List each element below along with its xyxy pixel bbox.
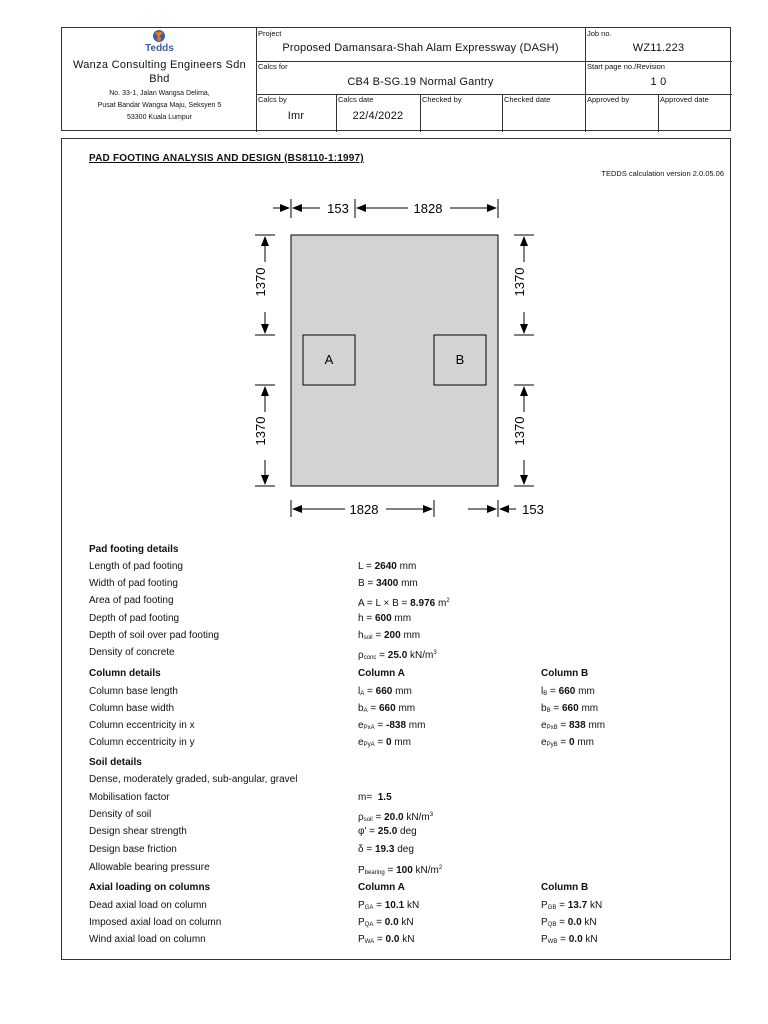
pad-length-row [89,560,709,574]
row-value: $h_{soil} = 200$ mm [358,630,421,641]
row-value-a: $l_A = 660$ mm [358,686,412,697]
row-value-a: $P_{GA} = 10.1$ kN [358,900,420,911]
column-details-heading [89,667,709,681]
soil-description-row [89,773,709,787]
row-value-b: $b_B = 660$ mm [541,703,599,714]
start-page-value: 1 0 [650,76,667,88]
job-no-label: Job no. [587,29,612,38]
start-page-label: Start page no./Revision [587,62,665,71]
shear-strength-row [89,825,709,839]
approved-by-label: Approved by [587,95,630,104]
right-lower-dimension-label: 1370 [512,416,527,446]
row-label: Column base width [89,703,175,714]
row-value: L = 2640 mm [358,561,417,572]
calcs-for-label: Calcs for [258,62,288,71]
row-label: Imposed axial load on column [89,917,222,928]
column-width-row [89,702,709,716]
column-b-heading: Column B [541,882,589,893]
base-friction-row [89,843,709,857]
imposed-load-row [89,916,709,930]
row-value-b: $P_{GB} = 13.7$ kN [541,900,603,911]
wind-load-row [89,933,709,947]
row-label: Density of concrete [89,647,175,658]
row-label: Mobilisation factor [89,792,170,803]
left-upper-dimension-label: 1370 [253,267,268,297]
section-heading: Axial loading on columns [89,882,211,893]
concrete-density-row [89,646,709,660]
calcs-by-value: Imr [287,110,305,122]
axial-loading-heading [89,881,709,895]
row-label: Depth of soil over pad footing [89,630,220,641]
row-value-b: $P_{QB} = 0.0$ kN [541,917,597,928]
row-value-a: $P_{QA} = 0.0$ kN [358,917,414,928]
soil-description: Dense, moderately graded, sub-angular, gravel [89,774,298,785]
column-length-row [89,685,709,699]
address-line-3: 53300 Kuala Lumpur [127,114,192,121]
bearing-pressure-row [89,861,709,875]
row-value: m= 1.5 [358,792,392,803]
bottom-right-dimension-label: 153 [522,502,544,517]
row-value: B = 3400 mm [358,578,418,589]
calcs-by-label: Calcs by [258,95,287,104]
row-value-b: $e_{PxB} = 838$ mm [541,720,606,731]
row-label: Density of soil [89,809,152,820]
row-value-b: $P_{WB} = 0.0$ kN [541,934,598,945]
column-b-heading: Column B [541,668,589,679]
row-label: Allowable bearing pressure [89,862,210,873]
bottom-left-dimension-label: 1828 [349,502,379,517]
column-a-label: A [324,352,334,367]
row-value: A = L × B = 8.976 $m^2$ [358,598,450,609]
row-label: Design shear strength [89,826,187,837]
calcs-date-label: Calcs date [338,95,374,104]
top-right-dimension-label: 1828 [413,201,443,216]
column-a-heading: Column A [358,882,405,893]
column-a-heading: Column A [358,668,405,679]
approved-date-label: Approved date [660,95,709,104]
row-label: Depth of pad footing [89,613,180,624]
soil-depth-row [89,629,709,643]
row-label: Wind axial load on column [89,934,206,945]
section-heading: Soil details [89,757,142,768]
company-line-1: Wanza Consulting Engineers Sdn [72,59,247,71]
row-value: $\rho_{conc} = 25.0$ $kN/m^3$ [358,650,437,661]
row-label: Width of pad footing [89,578,178,589]
row-value-a: $e_{PyA} = 0$ mm [358,737,411,748]
project-value: Proposed Damansara-Shah Alam Expressway (DASH) [282,42,559,54]
checked-by-label: Checked by [422,95,462,104]
row-value: δ = 19.3 deg [358,844,414,855]
mobilisation-row [89,791,709,805]
pad-area-row [89,594,709,608]
row-value-a: $e_{PxA} = -838$ mm [358,720,426,731]
row-label: Length of pad footing [89,561,183,572]
left-lower-dimension-label: 1370 [253,416,268,446]
dead-load-row [89,899,709,913]
row-value: $\rho_{soil} = 20.0$ $kN/m^3$ [358,812,434,823]
address-line-2: Pusat Bandar Wangsa Maju, Seksyen 5 [97,102,222,109]
row-label: Dead axial load on column [89,900,207,911]
checked-date-label: Checked date [504,95,551,104]
row-label: Column eccentricity in y [89,737,195,748]
bottom-dimension [291,500,516,517]
row-label: Column base length [89,686,178,697]
row-value: φ' = 25.0 deg [358,826,417,837]
pad-footing-outline [291,235,498,486]
address-line-1: No. 33-1, Jalan Wangsa Delima, [109,90,210,97]
version-text: TEDDS calculation version 2.0.05.06 [601,169,724,178]
row-value-b: $e_{PyB} = 0$ mm [541,737,594,748]
row-value: $P_{bearing} = 100$ $kN/m^2$ [358,865,443,876]
row-label: Column eccentricity in x [89,720,195,731]
row-label: Design base friction [89,844,177,855]
row-value-b: $l_B = 660$ mm [541,686,595,697]
pad-width-row [89,577,709,591]
soil-density-row [89,808,709,822]
calcs-date-value: 22/4/2022 [352,110,404,122]
calcs-for-value: CB4 B-SG.19 Normal Gantry [347,76,494,88]
soil-details-heading [89,756,709,770]
section-heading: Pad footing details [89,544,179,555]
column-eccentricity-y-row [89,736,709,750]
right-upper-dimension-label: 1370 [512,267,527,297]
section-heading: Column details [89,668,161,679]
row-value-a: $b_A = 660$ mm [358,703,416,714]
row-value: h = 600 mm [358,613,412,624]
pad-depth-row [89,612,709,626]
top-left-dimension-label: 153 [327,201,349,216]
pad-details-heading [89,543,709,557]
page-title: PAD FOOTING ANALYSIS AND DESIGN (BS8110-1:1997) [89,153,364,164]
logo-text: Tedds [145,43,174,54]
column-b-label: B [455,352,465,367]
project-label: Project [258,29,282,38]
row-value-a: $P_{WA} = 0.0$ kN [358,934,415,945]
column-eccentricity-x-row [89,719,709,733]
job-no-value: WZ11.223 [632,42,685,54]
company-line-2: Bhd [149,73,170,85]
row-label: Area of pad footing [89,595,174,606]
top-dimension [273,199,498,218]
